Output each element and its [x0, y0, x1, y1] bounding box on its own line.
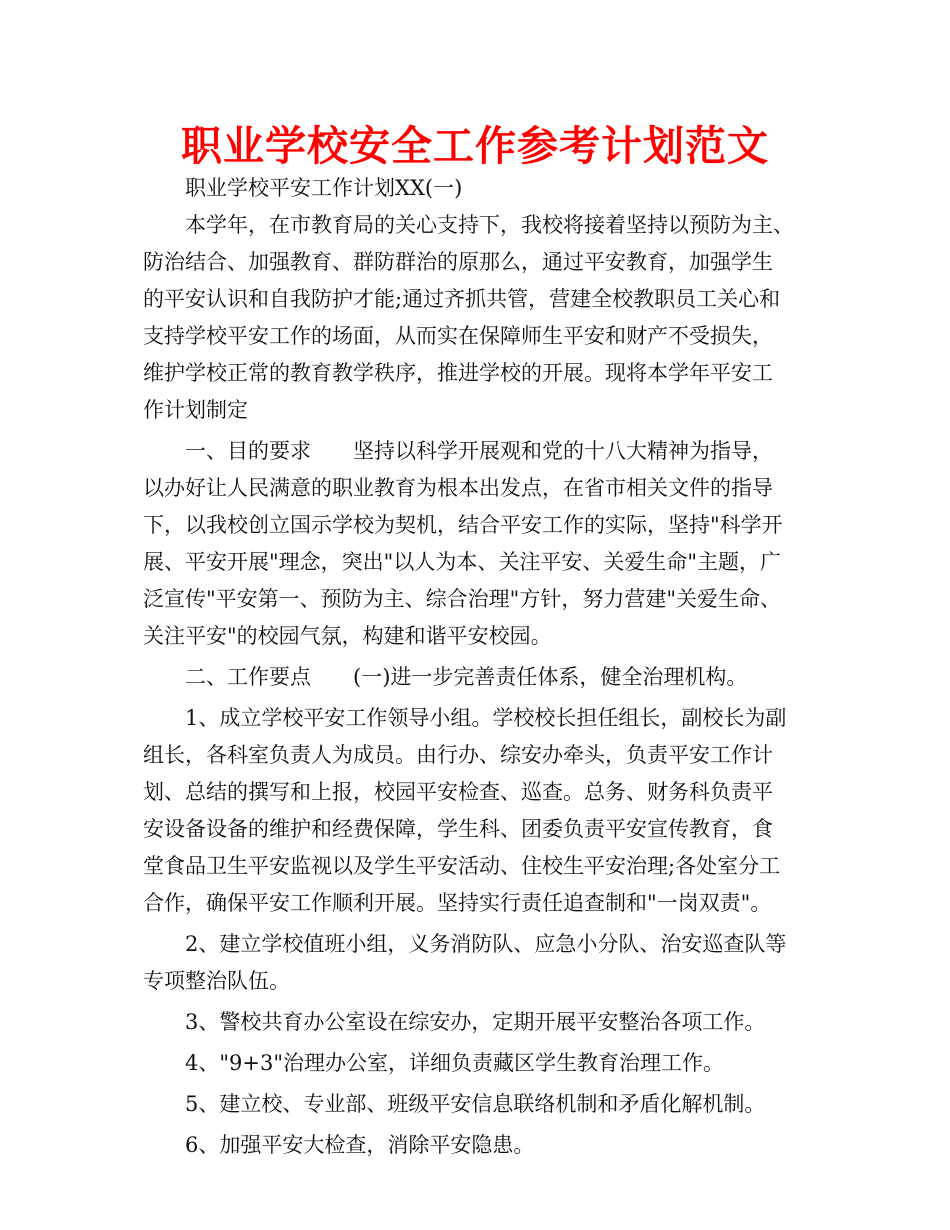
paragraph-line: 堂食品卫生平安监视以及学生平安活动、住校生平安治理;各处室分工	[143, 854, 781, 878]
paragraph-line: 组长，各科室负责人为成员。由行办、综安办牵头，负责平安工作计	[143, 743, 773, 767]
paragraph-line: 划、总结的撰写和上报，校园平安检查、巡查。总务、财务科负责平	[143, 780, 773, 804]
paragraph-line: 的平安认识和自我防护才能;通过齐抓共管，营建全校教职员工关心和	[143, 287, 781, 311]
paragraph-line: 二、工作要点 (一)进一步完善责任体系，健全治理机构。	[185, 665, 748, 689]
paragraph-line: 一、目的要求 坚持以科学开展观和党的十八大精神为指导，	[185, 439, 773, 463]
paragraph-line: 展、平安开展"理念，突出"以人为本、关注平安、关爱生命"主题，广	[143, 550, 781, 574]
document-body	[143, 170, 815, 1164]
paragraph-line: 1、成立学校平安工作领导小组。学校校长担任组长，副校长为副	[185, 706, 787, 730]
paragraph-line: 维护学校正常的教育教学秩序，推进学校的开展。现将本学年平安工	[143, 361, 773, 385]
paragraph-line: 作计划制定	[143, 398, 248, 422]
document-title: 职业学校安全工作参考计划范文	[181, 122, 769, 170]
paragraph-line: 合作，确保平安工作顺利开展。坚持实行责任追查制和"一岗双责"。	[143, 891, 772, 915]
paragraph-line: 关注平安"的校园气氛，构建和谐平安校园。	[143, 624, 552, 648]
paragraph-line: 5、建立校、专业部、班级平安信息联络机制和矛盾化解机制。	[185, 1092, 766, 1116]
paragraph-line: 2、建立学校值班小组，义务消防队、应急小分队、治安巡查队等	[185, 932, 787, 956]
paragraph-line: 4、"9+3"治理办公室，详细负责藏区学生教育治理工作。	[185, 1051, 724, 1075]
paragraph-line: 专项整治队伍。	[143, 969, 290, 993]
paragraph-line: 安设备设备的维护和经费保障，学生科、团委负责平安宣传教育，食	[143, 817, 773, 841]
paragraph-line: 职业学校平安工作计划XX(一)	[185, 176, 463, 200]
paragraph-line: 本学年，在市教育局的关心支持下，我校将接着坚持以预防为主、	[185, 213, 794, 237]
paragraph-line: 6、加强平安大检查，消除平安隐患。	[185, 1133, 535, 1157]
paragraph-line: 下，以我校创立国示学校为契机，结合平安工作的实际，坚持"科学开	[143, 513, 783, 537]
paragraph-line: 泛宣传"平安第一、预防为主、综合治理"方针，努力营建"关爱生命、	[143, 587, 781, 611]
paragraph-line: 以办好让人民满意的职业教育为根本出发点，在省市相关文件的指导	[143, 476, 773, 500]
paragraph-line: 防治结合、加强教育、群防群治的原那么，通过平安教育，加强学生	[143, 250, 773, 274]
paragraph-line: 3、警校共育办公室设在综安办，定期开展平安整治各项工作。	[185, 1010, 766, 1034]
paragraph-line: 支持学校平安工作的场面，从而实在保障师生平安和财产不受损失，	[143, 324, 773, 348]
